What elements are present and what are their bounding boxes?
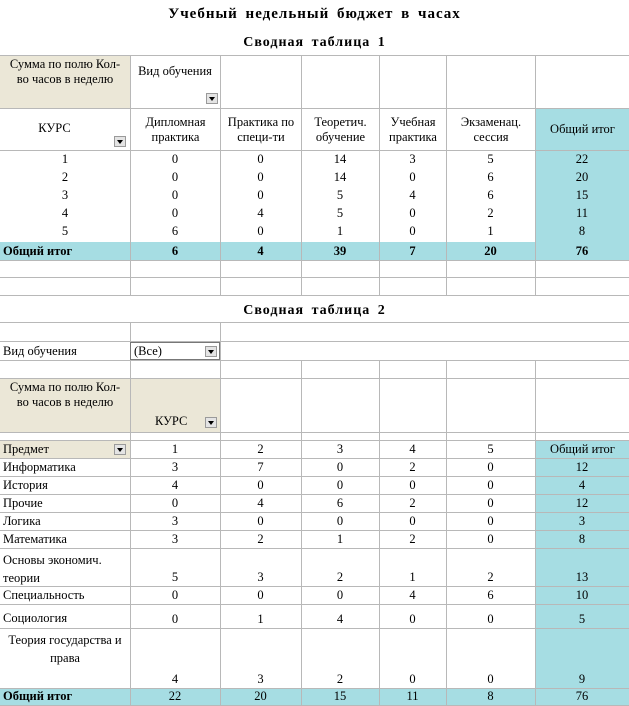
- pivot2-cell-value: 0: [257, 478, 264, 492]
- pivot2-cell-value: 4: [336, 612, 344, 626]
- pivot2-total-value: 8: [487, 689, 494, 703]
- pivot1-cell-value: 5: [487, 152, 494, 166]
- pivot2-cell-value: 6: [336, 496, 344, 510]
- pivot2-row-total: 12: [575, 496, 589, 510]
- pivot1-row-field-dropdown-icon[interactable]: [114, 136, 126, 147]
- page-title: Учебный недельный бюджет в часах: [168, 6, 461, 22]
- pivot2-total-value: 20: [254, 689, 267, 703]
- pivot2-cell-value: 4: [409, 588, 416, 602]
- pivot2-col-header[interactable]: 1: [171, 442, 179, 456]
- pivot1-total-value: 6: [171, 244, 179, 258]
- pivot2-row-total: 10: [575, 588, 589, 602]
- pivot2-cell-value: 0: [487, 532, 494, 546]
- pivot1-col-header[interactable]: Дипломная практика: [145, 115, 206, 144]
- pivot1-column-field-label: Вид обучения: [138, 64, 212, 78]
- pivot2-cell-value: 0: [257, 514, 264, 528]
- pivot2-cell-value: 6: [487, 588, 494, 602]
- pivot2-row-total: 3: [578, 514, 586, 528]
- pivot2-cell-value: 3: [171, 460, 179, 474]
- pivot1-row-total: 11: [575, 206, 589, 220]
- pivot2-col-header[interactable]: 4: [409, 442, 416, 456]
- pivot1-total-row-label: Общий итог: [3, 244, 73, 258]
- pivot2-cell-value: 3: [257, 672, 264, 686]
- pivot2-cell-value: 2: [336, 570, 344, 584]
- pivot2-cell-value: 4: [171, 672, 179, 686]
- pivot2-cell-value: 2: [409, 532, 416, 546]
- pivot2-cell-value: 0: [257, 588, 264, 602]
- pivot2-cell-value: 0: [336, 588, 344, 602]
- pivot2-cell-value: 7: [257, 460, 264, 474]
- pivot2-page-field-select[interactable]: [130, 342, 220, 360]
- pivot1-cell-value: 6: [487, 170, 494, 184]
- pivot2-cell-value: 1: [336, 532, 344, 546]
- pivot2-row-field-button[interactable]: [3, 442, 49, 457]
- pivot1-cell-value: 0: [257, 224, 264, 238]
- pivot1-row-label: 2: [61, 170, 69, 184]
- pivot1-row-total: 8: [578, 224, 586, 238]
- pivot1-col-header[interactable]: Экзаменац. сессия: [460, 115, 522, 144]
- pivot2-column-field-dropdown-icon[interactable]: [205, 417, 217, 428]
- pivot2-title: Сводная таблица 2: [243, 303, 386, 318]
- pivot2-cell-value: 0: [487, 612, 494, 626]
- pivot2-col-header[interactable]: 5: [487, 442, 494, 456]
- pivot1-col-header[interactable]: Теоретич. обучение: [314, 115, 367, 144]
- pivot2-row-field-dropdown-icon[interactable]: [114, 444, 126, 455]
- pivot2-data-field-label: Сумма по полю Кол-во часов в неделю: [9, 380, 121, 409]
- pivot1-column-field-dropdown-icon[interactable]: [206, 93, 218, 104]
- pivot2-row-label: Специальность: [3, 588, 85, 602]
- pivot2-cell-value: 0: [487, 496, 494, 510]
- pivot1-cell-value: 0: [409, 170, 416, 184]
- pivot2-page-field-label: Вид обучения: [3, 344, 77, 358]
- pivot2-row-total: 4: [578, 478, 586, 492]
- pivot1-row-total: 22: [575, 152, 589, 166]
- pivot2-cell-value: 0: [487, 514, 494, 528]
- pivot1-cell-value: 0: [409, 206, 416, 220]
- pivot1-row-total: 15: [575, 188, 589, 202]
- pivot1-row-field-label: КУРС: [38, 121, 71, 135]
- pivot2-row-total: 12: [575, 460, 589, 474]
- pivot2-cell-value: 0: [171, 612, 179, 626]
- pivot2-row-total: 13: [575, 570, 589, 584]
- pivot1-total-value: 7: [409, 244, 416, 258]
- pivot2-row-label: Логика: [3, 514, 41, 528]
- pivot2-row-label: Прочие: [3, 496, 43, 510]
- pivot2-row-field-label: Предмет: [3, 442, 49, 456]
- pivot2-cell-value: 2: [409, 460, 416, 474]
- pivot1-total-value: 39: [333, 244, 347, 258]
- pivot1-row-label: 1: [61, 152, 69, 166]
- pivot2-cell-value: 3: [171, 532, 179, 546]
- pivot2-cell-value: 0: [487, 672, 494, 686]
- pivot1-cell-value: 14: [333, 170, 347, 184]
- pivot1-total-value: 4: [257, 244, 264, 258]
- pivot2-cell-value: 0: [171, 496, 179, 510]
- pivot1-cell-value: 0: [171, 170, 179, 184]
- pivot1-total-value: 20: [484, 244, 497, 258]
- pivot2-cell-value: 5: [171, 570, 179, 584]
- pivot1-col-header[interactable]: Учебная практика: [389, 115, 437, 144]
- pivot1-cell-value: 5: [336, 206, 344, 220]
- pivot2-cell-value: 2: [336, 672, 344, 686]
- pivot2-cell-value: 0: [409, 672, 416, 686]
- pivot2-column-field-label: КУРС: [155, 414, 188, 428]
- pivot2-cell-value: 0: [336, 478, 344, 492]
- pivot1-cell-value: 1: [487, 224, 494, 238]
- pivot2-col-header[interactable]: 2: [257, 442, 264, 456]
- pivot2-cell-value: 4: [171, 478, 179, 492]
- pivot2-page-field-value: (Все): [134, 344, 162, 358]
- pivot2-row-label: История: [3, 478, 48, 492]
- pivot1-column-field-button[interactable]: [132, 64, 218, 79]
- pivot1-cell-value: 6: [171, 224, 179, 238]
- pivot2-total-value: 15: [333, 689, 347, 703]
- pivot2-row-total: 9: [578, 672, 586, 686]
- pivot1-row-total: 20: [575, 170, 589, 184]
- pivot2-cell-value: 0: [336, 460, 344, 474]
- pivot2-cell-value: 0: [409, 478, 416, 492]
- pivot1-cell-value: 14: [333, 152, 347, 166]
- pivot2-column-field-button[interactable]: [155, 414, 187, 429]
- pivot1-cell-value: 2: [487, 206, 494, 220]
- pivot1-grand-total-header: Общий итог: [550, 122, 615, 136]
- pivot1-cell-value: 0: [171, 206, 179, 220]
- pivot2-cell-value: 0: [487, 478, 494, 492]
- pivot1-cell-value: 0: [257, 188, 264, 202]
- pivot2-row-label: Информатика: [3, 460, 76, 474]
- pivot2-cell-value: 1: [409, 570, 416, 584]
- pivot2-cell-value: 3: [171, 514, 179, 528]
- pivot1-cell-value: 0: [171, 188, 179, 202]
- pivot2-row-label: Социология: [3, 611, 68, 625]
- pivot1-cell-value: 6: [487, 188, 494, 202]
- pivot2-total-value: 22: [168, 689, 182, 703]
- pivot2-page-field-dropdown-icon[interactable]: [205, 346, 217, 357]
- pivot2-row-total: 5: [578, 612, 586, 626]
- pivot1-row-label: 5: [61, 224, 69, 238]
- pivot2-total-value: 11: [406, 689, 419, 703]
- pivot2-cell-value: 4: [257, 496, 264, 510]
- pivot1-row-field-button[interactable]: [2, 121, 107, 136]
- pivot2-cell-value: 1: [257, 612, 264, 626]
- pivot2-grand-total-value: 76: [575, 689, 589, 703]
- pivot2-cell-value: 3: [257, 570, 264, 584]
- pivot2-row-label: Математика: [3, 532, 67, 546]
- pivot1-cell-value: 3: [409, 152, 416, 166]
- pivot1-title: Сводная таблица 1: [243, 35, 386, 50]
- pivot2-cell-value: 0: [171, 588, 179, 602]
- pivot1-data-field-label: Сумма по полю Кол-во часов в неделю: [9, 57, 121, 86]
- pivot1-cell-value: 4: [409, 188, 416, 202]
- pivot1-cell-value: 1: [336, 224, 344, 238]
- pivot2-total-row-label: Общий итог: [3, 689, 73, 703]
- pivot1-grand-total-value: 76: [575, 244, 589, 258]
- pivot2-cell-value: 0: [336, 514, 344, 528]
- pivot1-row-label: 3: [61, 188, 69, 202]
- pivot2-cell-value: 2: [257, 532, 264, 546]
- pivot1-cell-value: 0: [409, 224, 416, 238]
- pivot2-row-label: Теория государства и права: [8, 633, 122, 665]
- pivot1-cell-value: 0: [257, 152, 264, 166]
- pivot1-cell-value: 0: [171, 152, 179, 166]
- pivot1-cell-value: 5: [336, 188, 344, 202]
- pivot1-row-label: 4: [61, 206, 69, 220]
- pivot1-cell-value: 0: [257, 170, 264, 184]
- pivot2-row-label: Основы экономич. теории: [3, 553, 102, 585]
- pivot2-col-header[interactable]: 3: [336, 442, 344, 456]
- pivot2-cell-value: 0: [409, 514, 416, 528]
- pivot2-cell-value: 2: [487, 570, 494, 584]
- pivot2-grand-total-header: Общий итог: [550, 442, 615, 456]
- pivot1-col-header[interactable]: Практика по специ-ти: [227, 115, 295, 144]
- pivot2-cell-value: 0: [409, 612, 416, 626]
- pivot2-cell-value: 2: [409, 496, 416, 510]
- pivot1-cell-value: 4: [257, 206, 264, 220]
- pivot2-cell-value: 0: [487, 460, 494, 474]
- pivot2-row-total: 8: [578, 532, 586, 546]
